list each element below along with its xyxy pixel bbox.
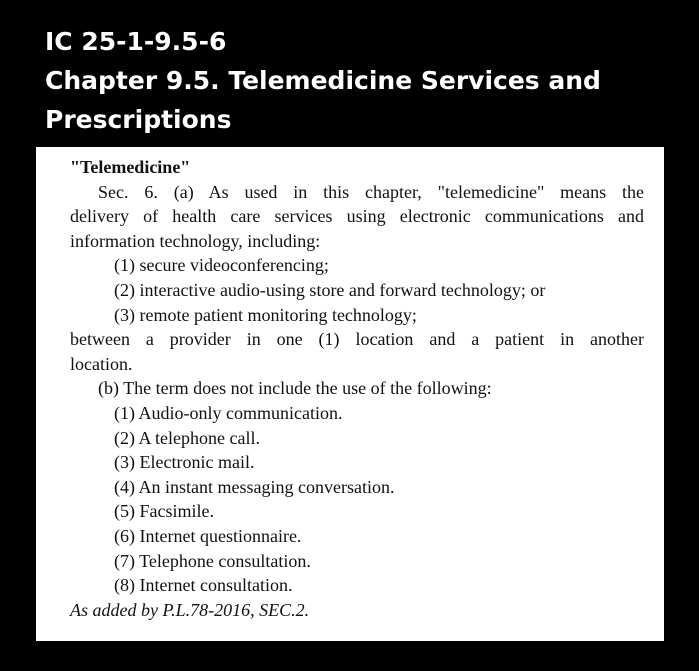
section-heading: "Telemedicine" [70, 157, 191, 177]
section-b-item-1: (1) Audio-only communication. [114, 402, 343, 423]
section-a-closing-line-2: location. [70, 353, 133, 374]
section-a-line-3: information technology, including: [70, 230, 321, 251]
section-b-item-5: (5) Facsimile. [114, 501, 214, 522]
section-a-item-1: (1) secure videoconferencing; [114, 255, 329, 276]
page-header [45, 22, 685, 139]
section-a-item-2: (2) interactive audio-using store and forward technology; or [114, 279, 546, 300]
section-a-item-3: (3) remote patient monitoring technology; [114, 304, 417, 325]
section-b-intro: (b) The term does not include the use of the following: [98, 378, 492, 399]
statute-code: IC 25-1-9.5-6 [45, 27, 227, 56]
legislative-citation: As added by P.L.78-2016, SEC.2. [70, 599, 310, 620]
section-b-item-3: (3) Electronic mail. [114, 452, 255, 473]
section-a-line-1: Sec. 6. (a) As used in this chapter, "telemedicine" means the [98, 181, 644, 202]
section-a-closing-line-1: between a provider in one (1) location and a patient in another [70, 329, 644, 350]
section-b-item-8: (8) Internet consultation. [114, 575, 293, 596]
section-b-item-2: (2) A telephone call. [114, 427, 260, 448]
chapter-title-line-2: Prescriptions [45, 105, 232, 134]
section-b-item-7: (7) Telephone consultation. [114, 550, 311, 571]
section-b-item-6: (6) Internet questionnaire. [114, 525, 302, 546]
section-b-item-4: (4) An instant messaging conversation. [114, 476, 395, 497]
statute-text-panel [36, 147, 664, 641]
chapter-title-line-1: Chapter 9.5. Telemedicine Services and [45, 66, 601, 95]
section-a-line-2: delivery of health care services using electronic communications and [70, 206, 644, 227]
